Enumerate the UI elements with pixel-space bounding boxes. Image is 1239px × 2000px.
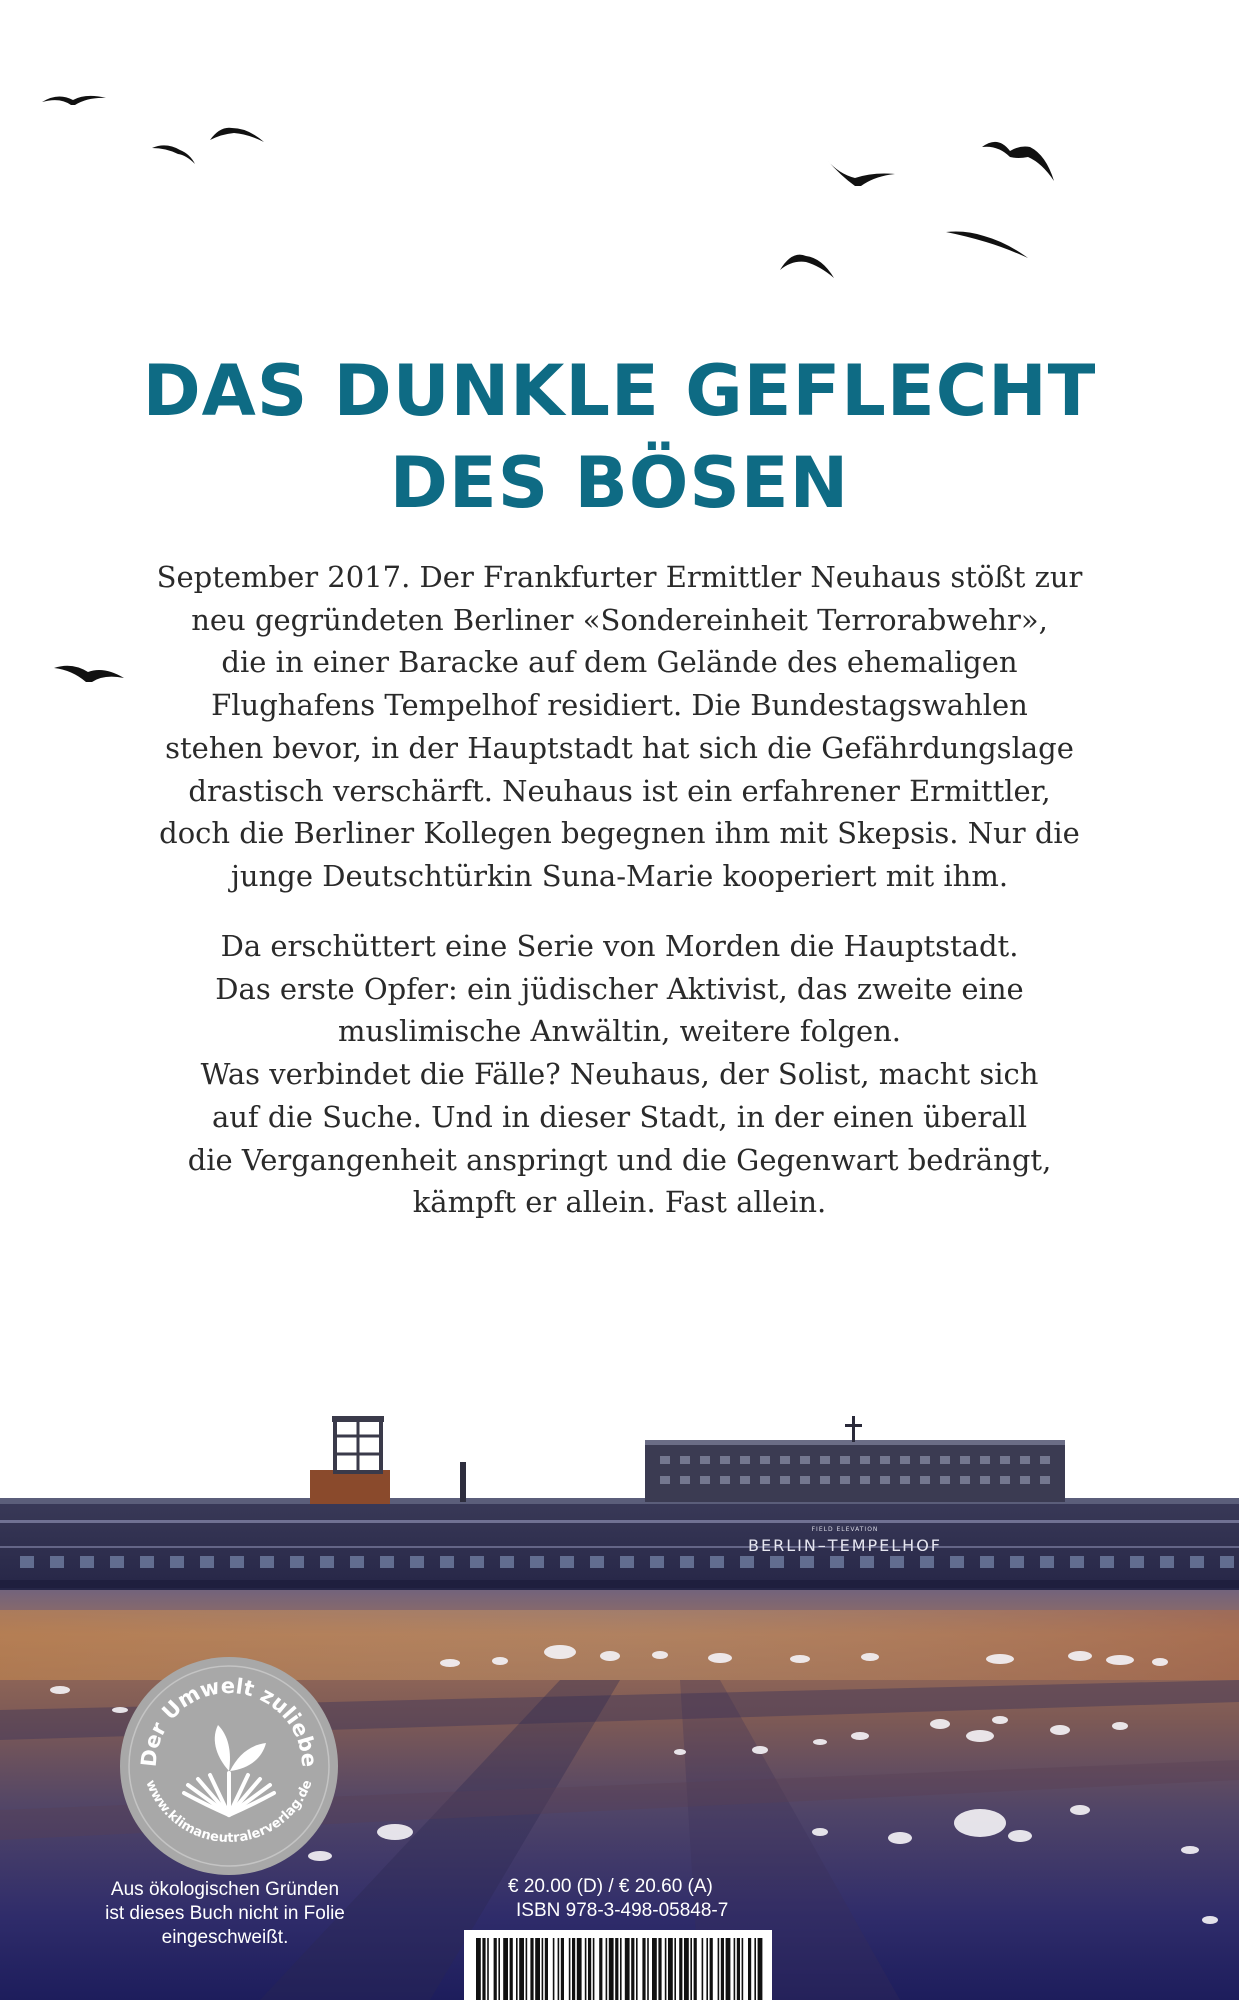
barcode-bar bbox=[535, 1938, 540, 2000]
blurb-line: September 2017. Der Frankfurter Ermittler Neuhaus stößt zur bbox=[156, 560, 1083, 594]
barcode-bar bbox=[487, 1938, 489, 2000]
blurb-line: auf die Suche. Und in dieser Stadt, in der einen überall bbox=[211, 1099, 1028, 1134]
barcode-bar bbox=[674, 1938, 676, 2000]
bird-icon bbox=[980, 135, 1060, 185]
barcode-bar bbox=[631, 1938, 634, 2000]
barcode-bar bbox=[482, 1938, 485, 2000]
blurb-line: neu gegründeten Berliner «Sondereinheit Terrorabwehr», bbox=[191, 602, 1048, 637]
barcode-bar bbox=[726, 1938, 731, 2000]
barcode-bar bbox=[652, 1938, 657, 2000]
barcode-bar bbox=[577, 1938, 582, 2000]
barcode-bar bbox=[599, 1938, 602, 2000]
isbn-label: ISBN 978-3-498-05848-7 bbox=[516, 1900, 729, 1921]
barcode-bar bbox=[690, 1938, 692, 2000]
barcode-bar bbox=[609, 1938, 614, 2000]
bird-icon bbox=[944, 228, 1030, 260]
badge-arc-bottom-text: www.klimaneutralerverlag.de bbox=[142, 1777, 316, 1847]
barcode-bar bbox=[558, 1938, 560, 2000]
building-sign: BERLIN–TEMPELHOF bbox=[748, 1536, 942, 1555]
badge-arc-top-text: Der Umwelt zuliebe bbox=[136, 1673, 322, 1768]
barcode-bar bbox=[498, 1938, 500, 2000]
barcode-bar bbox=[658, 1938, 661, 2000]
barcode-bar bbox=[620, 1938, 622, 2000]
barcode-bar bbox=[668, 1938, 673, 2000]
blurb-line: die Vergangenheit anspringt und die Gegenwart bedrängt, bbox=[187, 1142, 1052, 1177]
bird-icon bbox=[825, 158, 897, 190]
barcode-bar bbox=[702, 1938, 704, 2000]
barcode-bar bbox=[572, 1938, 575, 2000]
barcode-bar bbox=[742, 1938, 744, 2000]
barcode-bar bbox=[642, 1938, 645, 2000]
blurb-line: Was verbindet die Fälle? Neuhaus, der Solist, macht sich bbox=[200, 1057, 1039, 1092]
blurb-paragraph bbox=[100, 556, 1139, 898]
blurb-line: drastisch verschärft. Neuhaus ist ein erfahrener Ermittler, bbox=[188, 773, 1051, 808]
barcode-bar bbox=[684, 1938, 689, 2000]
blurb-line: Da erschüttert eine Serie von Morden die Hauptstadt. bbox=[220, 929, 1019, 963]
barcode-bar bbox=[748, 1938, 751, 2000]
barcode-bar bbox=[710, 1938, 713, 2000]
blurb-paragraph bbox=[100, 925, 1139, 1224]
barcode-bar bbox=[721, 1938, 724, 2000]
barcode-bar bbox=[754, 1938, 756, 2000]
eco-note-line: ist dieses Buch nicht in Folie bbox=[105, 1903, 345, 1924]
barcode-bar bbox=[625, 1938, 630, 2000]
barcode-bar bbox=[758, 1938, 763, 2000]
barcode-bar bbox=[516, 1938, 518, 2000]
blurb-line: Flughafens Tempelhof residiert. Die Bundestagswahlen bbox=[211, 688, 1028, 723]
barcode-bar bbox=[545, 1938, 548, 2000]
barcode-bar bbox=[706, 1938, 708, 2000]
blurb-line: kämpft er allein. Fast allein. bbox=[412, 1185, 827, 1220]
barcode-bar bbox=[503, 1938, 508, 2000]
bird-icon bbox=[40, 88, 110, 110]
blurb-line: Das erste Opfer: ein jüdischer Aktivist, das zweite eine bbox=[215, 971, 1024, 1006]
barcode-bar bbox=[526, 1938, 528, 2000]
barcode-bar bbox=[510, 1938, 513, 2000]
blurb-line: junge Deutschtürkin Suna-Marie kooperiert mit ihm. bbox=[230, 858, 1009, 893]
barcode-bar bbox=[588, 1938, 591, 2000]
eco-note bbox=[80, 1878, 370, 1950]
barcode-bar bbox=[647, 1938, 649, 2000]
barcode-bar bbox=[718, 1938, 720, 2000]
barcode-bar bbox=[553, 1938, 555, 2000]
eco-note-line: Aus ökologischen Gründen bbox=[110, 1879, 340, 1900]
title-line: DES BÖSEN bbox=[389, 442, 850, 524]
blurb-line: die in einer Baracke auf dem Gelände des ehemaligen bbox=[221, 645, 1018, 680]
bird-icon bbox=[150, 140, 208, 166]
eco-badge-seal bbox=[118, 1655, 340, 1877]
barcode-bar bbox=[530, 1938, 533, 2000]
book-title bbox=[0, 345, 1239, 529]
barcode-bar bbox=[519, 1938, 524, 2000]
barcode-bar bbox=[542, 1938, 544, 2000]
barcode-bar bbox=[679, 1938, 682, 2000]
barcode-bar bbox=[606, 1938, 608, 2000]
barcode-bar bbox=[585, 1938, 587, 2000]
barcode-bar bbox=[636, 1938, 638, 2000]
barcode bbox=[464, 1930, 772, 2000]
eco-note-line: eingeschweißt. bbox=[161, 1927, 289, 1948]
bird-icon bbox=[208, 122, 266, 146]
blurb-line: stehen bevor, in der Hauptstadt hat sich die Gefährdungslage bbox=[165, 730, 1074, 765]
price-label: € 20.00 (D) / € 20.60 (A) bbox=[508, 1876, 713, 1897]
barcode-bar bbox=[561, 1938, 564, 2000]
barcode-bar bbox=[665, 1938, 667, 2000]
barcode-bar bbox=[694, 1938, 697, 2000]
barcode-bar bbox=[734, 1938, 736, 2000]
bird-icon bbox=[778, 246, 836, 280]
barcode-bar bbox=[569, 1938, 571, 2000]
barcode-bar bbox=[494, 1938, 497, 2000]
blurb-line: doch die Berliner Kollegen begegnen ihm mit Skepsis. Nur die bbox=[159, 816, 1080, 851]
blurb-line: muslimische Anwältin, weitere folgen. bbox=[337, 1014, 902, 1049]
barcode-bar bbox=[737, 1938, 740, 2000]
building-sign-small: FIELD ELEVATION bbox=[811, 1526, 879, 1533]
barcode-bar bbox=[593, 1938, 595, 2000]
barcode-bar bbox=[476, 1938, 481, 2000]
barcode-bar bbox=[615, 1938, 618, 2000]
title-line: DAS DUNKLE GEFLECHT bbox=[142, 350, 1097, 432]
